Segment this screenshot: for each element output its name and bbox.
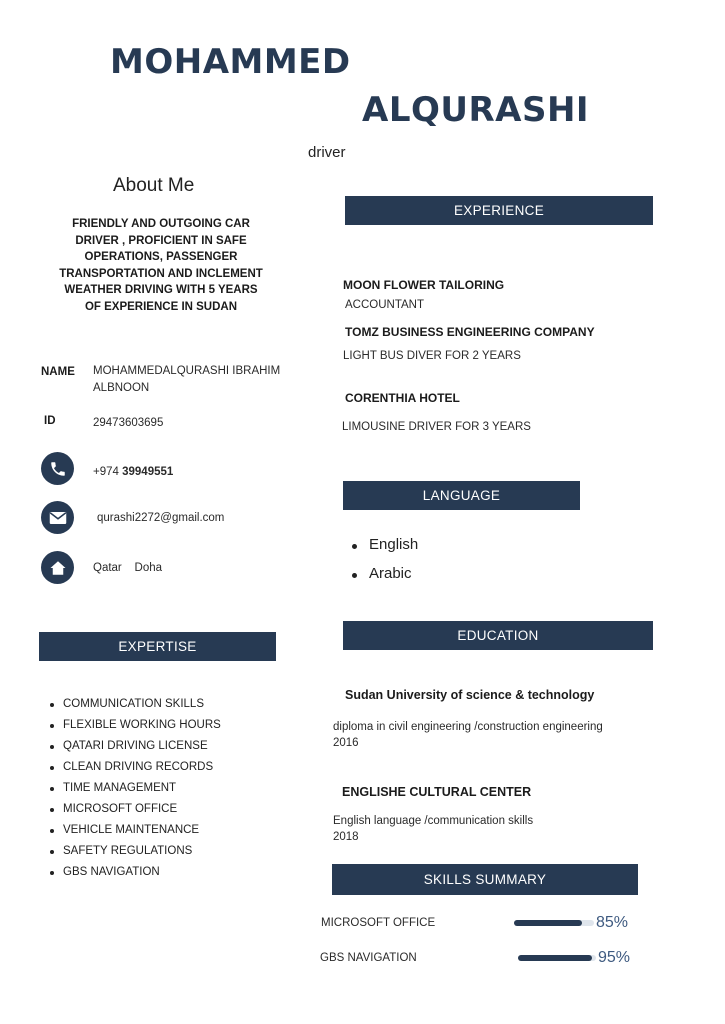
list-item: Arabic (349, 565, 418, 594)
name-value: MOHAMMEDALQURASHI IBRAHIM ALBNOON (93, 365, 281, 394)
job-title: driver (308, 144, 346, 161)
skill-bar-fill (514, 920, 582, 926)
home-icon (41, 551, 74, 584)
education-year: 2018 (333, 831, 359, 843)
list-item: GBS NAVIGATION (49, 866, 289, 887)
experience-role: LIMOUSINE DRIVER FOR 3 YEARS (342, 421, 531, 433)
education-school: Sudan University of science & technology (345, 688, 595, 702)
list-item: QATARI DRIVING LICENSE (49, 740, 289, 761)
experience-role: LIGHT BUS DIVER FOR 2 YEARS (343, 350, 521, 362)
expertise-list (49, 698, 289, 887)
skills-heading: SKILLS SUMMARY (332, 864, 638, 895)
list-item: COMMUNICATION SKILLS (49, 698, 289, 719)
name-label: NAME (41, 366, 75, 378)
list-item: MICROSOFT OFFICE (49, 803, 289, 824)
education-degree: English language /communication skills (333, 815, 534, 827)
envelope-icon (41, 501, 74, 534)
list-item: FLEXIBLE WORKING HOURS (49, 719, 289, 740)
skill-name: MICROSOFT OFFICE (321, 917, 436, 929)
about-heading: About Me (113, 175, 195, 196)
list-item: VEHICLE MAINTENANCE (49, 824, 289, 845)
language-heading: LANGUAGE (343, 481, 580, 510)
first-name: MOHAMMED (110, 42, 351, 82)
education-year: 2016 (333, 737, 359, 749)
phone-number: 39949551 (122, 466, 174, 478)
city: Doha (134, 562, 163, 574)
skill-bar-fill (518, 955, 592, 961)
education-detail (333, 719, 663, 751)
phone-icon (41, 452, 74, 485)
experience-role: ACCOUNTANT (345, 299, 425, 311)
skill-name: GBS NAVIGATION (320, 952, 417, 964)
list-item: CLEAN DRIVING RECORDS (49, 761, 289, 782)
phone-text[interactable] (93, 464, 173, 481)
experience-company: MOON FLOWER TAILORING (343, 278, 505, 292)
id-value: 29473603695 (93, 417, 164, 429)
skill-bar (514, 920, 594, 926)
education-school: ENGLISHE CULTURAL CENTER (342, 785, 532, 799)
expertise-heading: EXPERTISE (39, 632, 276, 661)
list-item: English (349, 536, 418, 565)
skill-bar (518, 955, 596, 961)
experience-heading: EXPERIENCE (345, 196, 653, 225)
id-label: ID (44, 415, 56, 427)
last-name: ALQURASHI (362, 90, 590, 130)
experience-company: CORENTHIA HOTEL (345, 391, 460, 405)
education-degree: diploma in civil engineering /construction engineering (333, 721, 603, 733)
list-item: SAFETY REGULATIONS (49, 845, 289, 866)
language-list (349, 536, 418, 594)
phone-prefix: +974 (93, 466, 119, 478)
country: Qatar (93, 562, 122, 574)
skill-percent: 95% (598, 949, 631, 966)
skill-percent: 85% (596, 914, 629, 931)
education-detail (333, 813, 663, 845)
list-item: TIME MANAGEMENT (49, 782, 289, 803)
email-link[interactable]: qurashi2272@gmail.com (97, 512, 225, 524)
about-text: FRIENDLY AND OUTGOING CAR DRIVER , PROFICIENT IN SAFE OPERATIONS, PASSENGER TRANSPORTATION AND INCLEMENT WEATHER DRIVING WITH 5 YEARS OF EXPERIENCE IN SUDAN (59, 218, 263, 313)
education-heading: EDUCATION (343, 621, 653, 650)
experience-company: TOMZ BUSINESS ENGINEERING COMPANY (345, 325, 595, 339)
location (93, 560, 162, 577)
